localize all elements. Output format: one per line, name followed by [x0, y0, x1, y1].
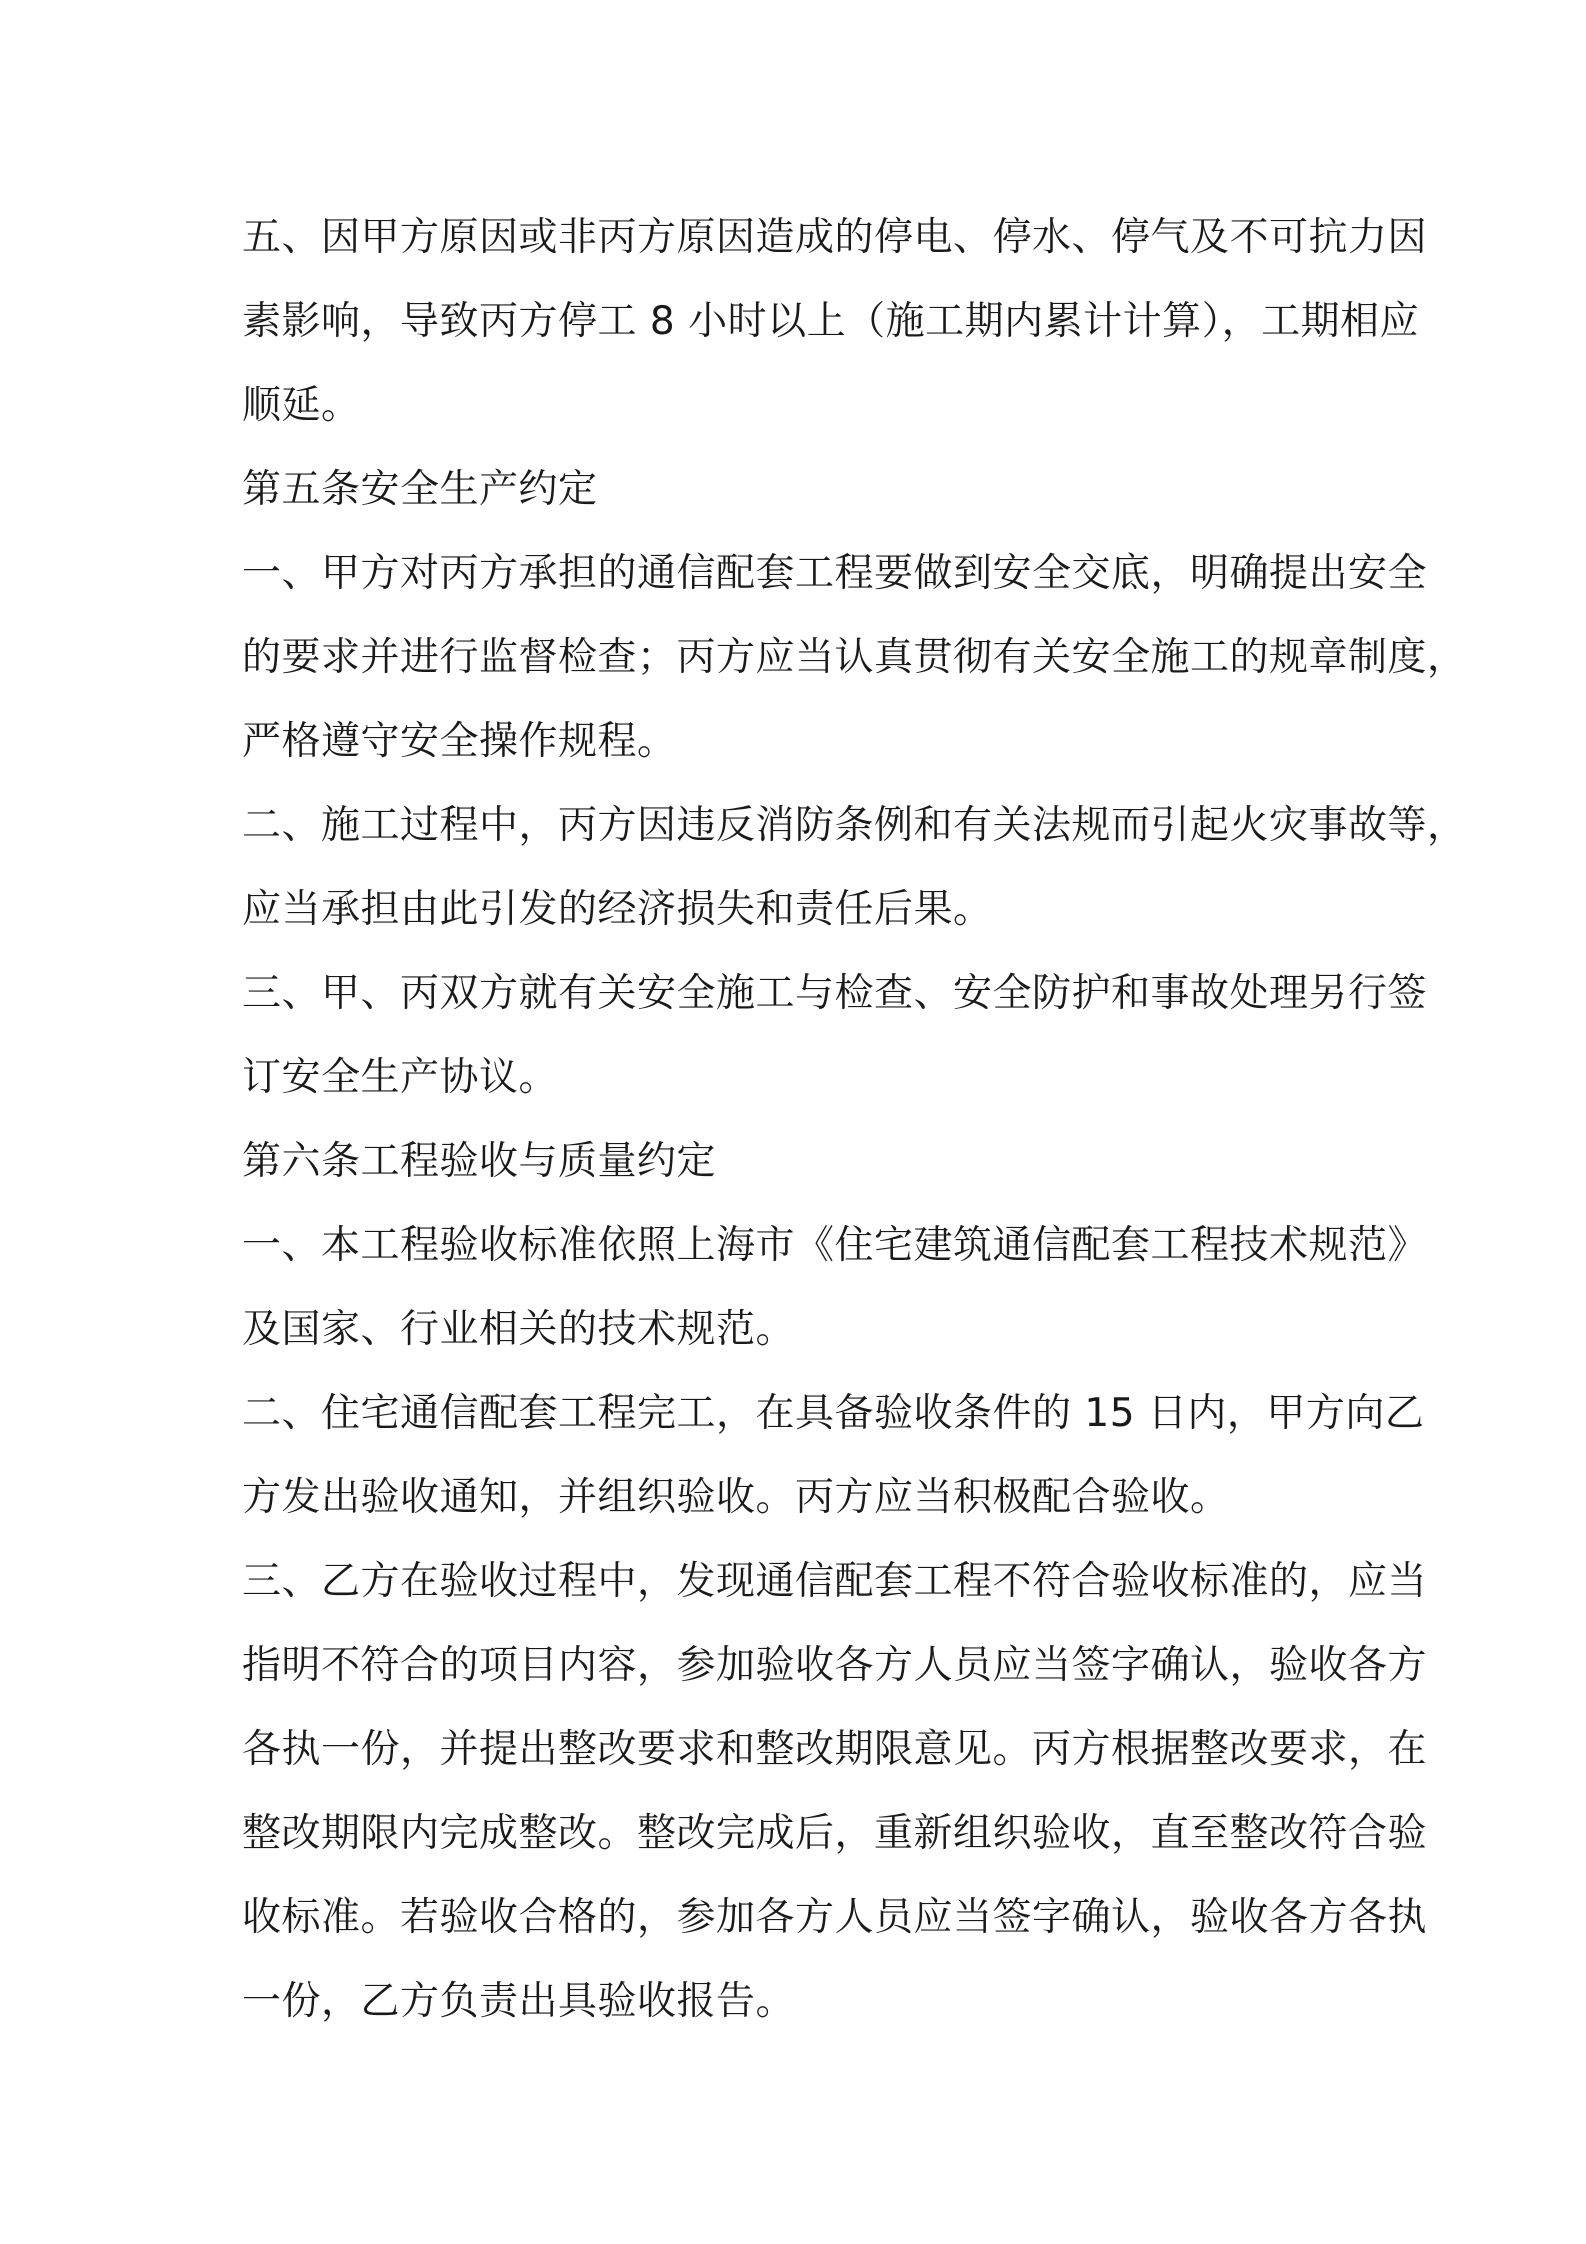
article-6-clause-2-line-2: 方发出验收通知，并组织验收。丙方应当积极配合验收。 [242, 1475, 1230, 1520]
document-body [242, 196, 1467, 2044]
article-6-clause-3-line-5: 收标准。若验收合格的，参加各方人员应当签字确认，验收各方各执 [242, 1895, 1428, 1940]
article-6-clause-1-line-1: 一、本工程验收标准依照上海市《住宅建筑通信配套工程技术规范》 [242, 1223, 1428, 1268]
article-6-clause-3-line-2: 指明不符合的项目内容，参加验收各方人员应当签字确认，验收各方 [242, 1643, 1428, 1688]
article-6-clause-3-line-6: 一份，乙方负责出具验收报告。 [242, 1979, 796, 2024]
article-5-clause-3-line-1: 三、甲、丙双方就有关安全施工与检查、安全防护和事故处理另行签 [242, 971, 1428, 1016]
article-6-clause-3-line-1: 三、乙方在验收过程中，发现通信配套工程不符合验收标准的，应当 [242, 1559, 1428, 1604]
article-5-clause-2-line-2: 应当承担由此引发的经济损失和责任后果。 [242, 887, 993, 932]
article-6-clause-3-line-4: 整改期限内完成整改。整改完成后，重新组织验收，直至整改符合验 [242, 1811, 1428, 1856]
article-6-clause-2-line-1: 二、住宅通信配套工程完工，在具备验收条件的 15 日内，甲方向乙 [242, 1391, 1425, 1436]
article-5-clause-3-line-2: 订安全生产协议。 [242, 1055, 559, 1100]
article-5-clause-1-line-2: 的要求并进行监督检查；丙方应当认真贯彻有关安全施工的规章制度， [242, 635, 1467, 680]
clause-5-5-line-3: 顺延。 [242, 383, 361, 428]
article-5-clause-1-line-3: 严格遵守安全操作规程。 [242, 719, 677, 764]
article-5-clause-2-line-1: 二、施工过程中，丙方因违反消防条例和有关法规而引起火灾事故等， [242, 803, 1467, 848]
article-5-heading: 第五条安全生产约定 [242, 467, 598, 512]
clause-5-5-line-1: 五、因甲方原因或非丙方原因造成的停电、停水、停气及不可抗力因 [242, 215, 1428, 260]
article-6-clause-3-line-3: 各执一份，并提出整改要求和整改期限意见。丙方根据整改要求，在 [242, 1727, 1428, 1772]
clause-5-5-line-2: 素影响，导致丙方停工 8 小时以上（施工期内累计计算），工期相应 [242, 299, 1420, 344]
article-5-clause-1-line-1: 一、甲方对丙方承担的通信配套工程要做到安全交底，明确提出安全 [242, 551, 1428, 596]
article-6-clause-1-line-2: 及国家、行业相关的技术规范。 [242, 1307, 796, 1352]
article-6-heading: 第六条工程验收与质量约定 [242, 1139, 717, 1184]
